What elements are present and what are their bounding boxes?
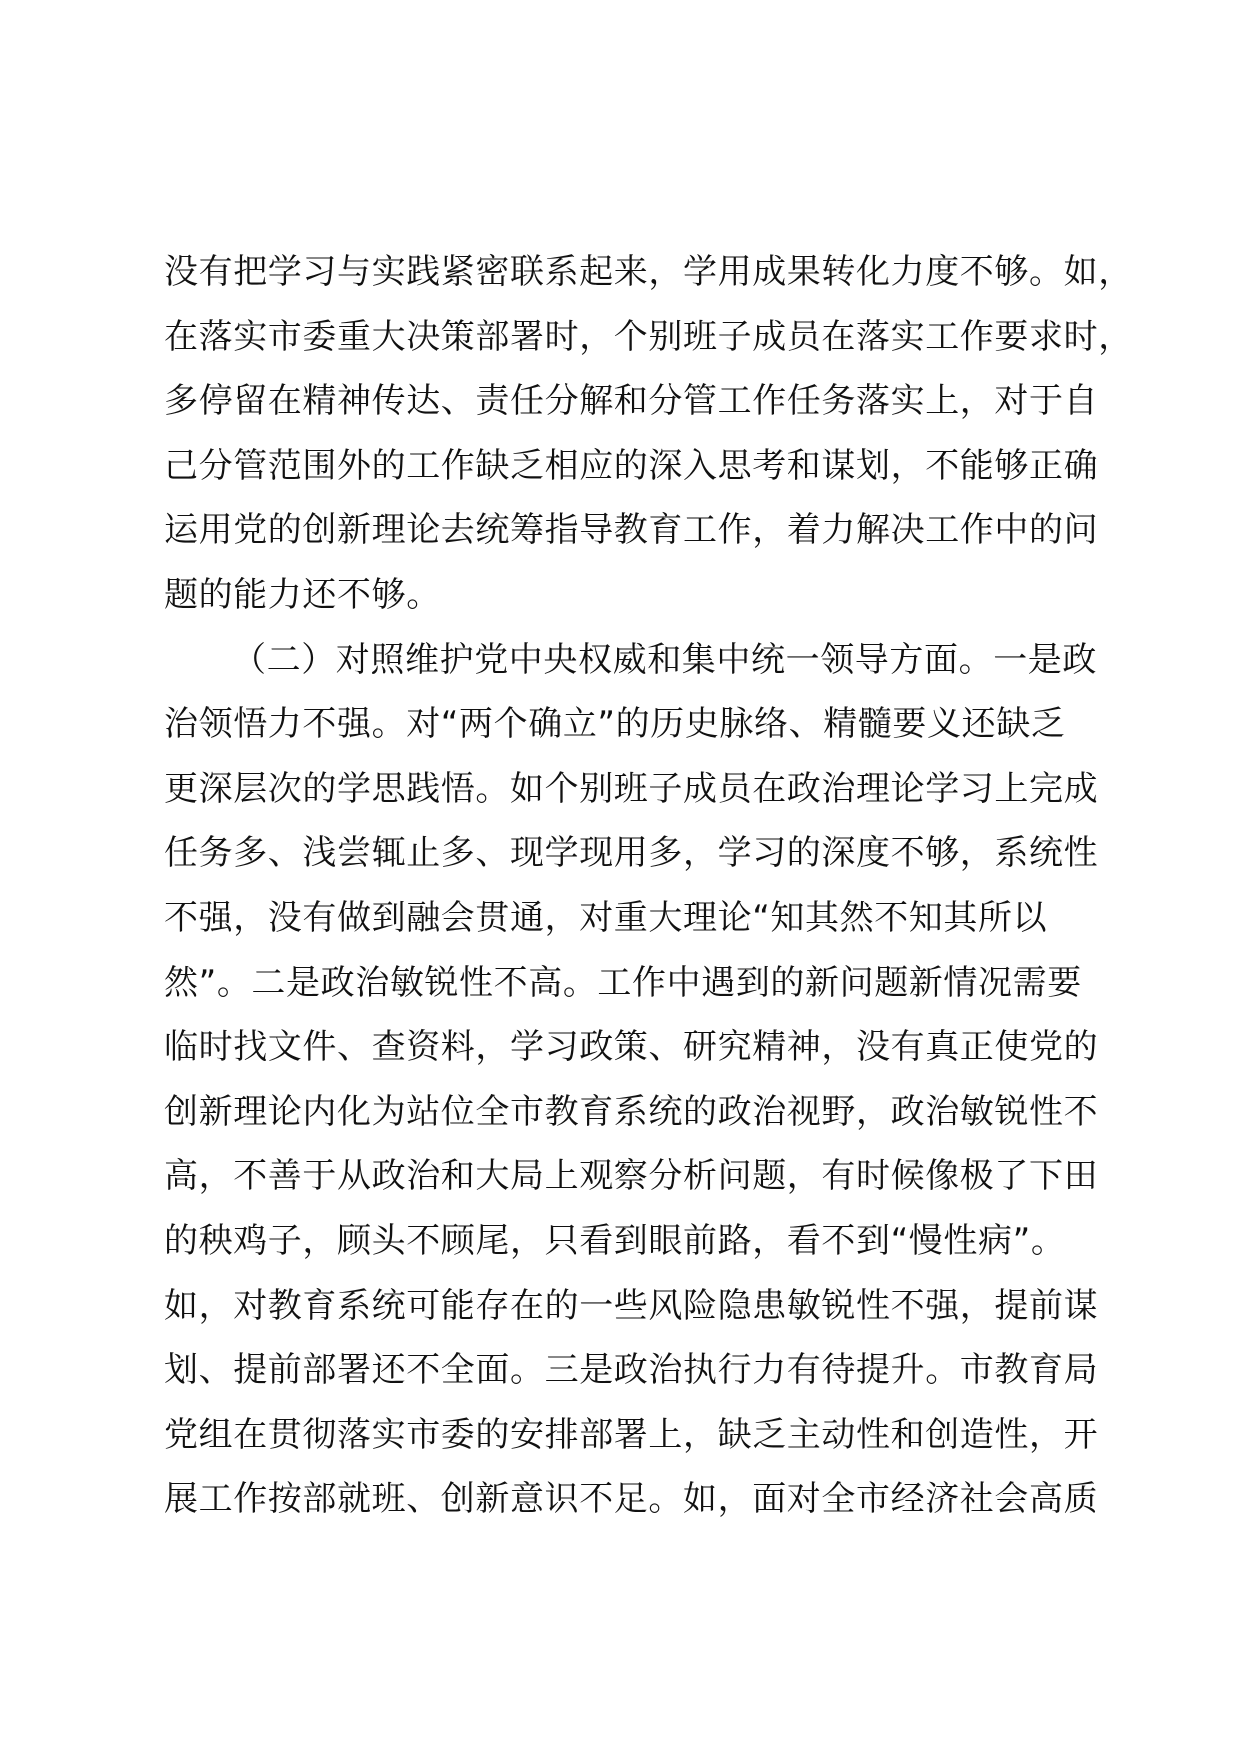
paragraph-line: 治领悟力不强。对“两个确立”的历史脉络、精髓要义还缺乏 bbox=[164, 704, 1066, 745]
paragraph-1 bbox=[164, 240, 1133, 628]
paragraph-line: 高，不善于从政治和大局上观察分析问题，有时候像极了下田 bbox=[164, 1156, 1099, 1197]
paragraph-line: 党组在贯彻落实市委的安排部署上，缺乏主动性和创造性，开 bbox=[164, 1414, 1099, 1455]
paragraph-line: 划、提前部署还不全面。三是政治执行力有待提升。市教育局 bbox=[164, 1350, 1099, 1391]
paragraph-line: 在落实市委重大决策部署时，个别班子成员在落实工作要求时， bbox=[164, 316, 1133, 357]
paragraph-line: 运用党的创新理论去统筹指导教育工作，着力解决工作中的问 bbox=[164, 510, 1099, 551]
paragraph-line: 题的能力还不够。 bbox=[164, 574, 441, 615]
paragraph-line: 己分管范围外的工作缺乏相应的深入思考和谋划，不能够正确 bbox=[164, 445, 1099, 486]
paragraph-line: 多停留在精神传达、责任分解和分管工作任务落实上，对于自 bbox=[164, 381, 1099, 422]
paragraph-line: 任务多、浅尝辄止多、现学现用多，学习的深度不够，系统性 bbox=[164, 833, 1099, 874]
paragraph-line: 如，对教育系统可能存在的一些风险隐患敏锐性不强，提前谋 bbox=[164, 1285, 1099, 1326]
section-heading-line: （二）对照维护党中央权威和集中统一领导方面。一是政 bbox=[232, 639, 1097, 680]
paragraph-line: 不强，没有做到融会贯通，对重大理论“知其然不知其所以 bbox=[164, 897, 1048, 938]
paragraph-line: 没有把学习与实践紧密联系起来，学用成果转化力度不够。如， bbox=[164, 252, 1133, 292]
paragraph-line: 展工作按部就班、创新意识不足。如，面对全市经济社会高质 bbox=[164, 1479, 1099, 1520]
paragraph-line: 临时找文件、查资料，学习政策、研究精神，没有真正使党的 bbox=[164, 1027, 1099, 1068]
paragraph-line: 的秧鸡子，顾头不顾尾，只看到眼前路，看不到“慢性病”。 bbox=[164, 1220, 1066, 1261]
paragraph-2 bbox=[164, 628, 1124, 1532]
paragraph-line: 创新理论内化为站位全市教育系统的政治视野，政治敏锐性不 bbox=[164, 1091, 1099, 1132]
body-text bbox=[164, 240, 1133, 1532]
paragraph-line: 然”。二是政治敏锐性不高。工作中遇到的新问题新情况需要 bbox=[164, 962, 1082, 1003]
paragraph-line: 更深层次的学思践悟。如个别班子成员在政治理论学习上完成 bbox=[164, 768, 1099, 809]
